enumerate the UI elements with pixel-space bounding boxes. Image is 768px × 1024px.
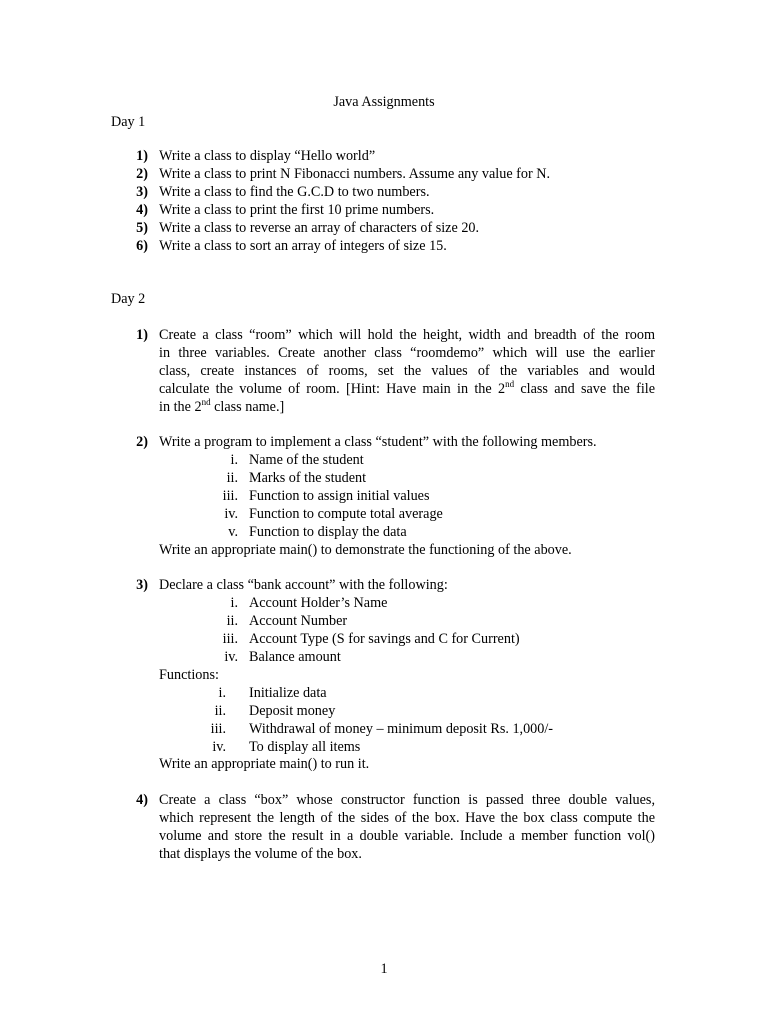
- question-3-intro: Declare a class “bank account” with the following:: [159, 577, 448, 593]
- functions-label: Functions:: [159, 667, 219, 683]
- question-4-text: [159, 791, 655, 863]
- roman-numeral: iv.: [224, 649, 238, 665]
- paragraph-line: class, create instances of rooms, set the values of the variables and would: [159, 363, 655, 379]
- function-item: Withdrawal of money – minimum deposit Rs. 1,000/-: [249, 721, 554, 737]
- question-number: 3): [136, 577, 148, 593]
- member-item: Marks of the student: [249, 470, 367, 486]
- question-number: 1): [136, 327, 148, 343]
- list-item: Write a class to reverse an array of characters of size 20.: [159, 220, 480, 236]
- member-item: Function to compute total average: [249, 506, 443, 522]
- list-item-number: 1): [136, 148, 148, 164]
- roman-numeral: ii.: [226, 470, 238, 486]
- question-3-outro: Write an appropriate main() to run it.: [159, 756, 370, 772]
- member-item: Function to assign initial values: [249, 488, 430, 504]
- member-item: Account Type (S for savings and C for Current): [249, 631, 520, 647]
- list-item: Write a class to print the first 10 prime numbers.: [159, 202, 435, 218]
- list-item-number: 6): [136, 238, 148, 254]
- question-number: 2): [136, 434, 148, 450]
- paragraph-line: Create a class “box” whose constructor function is passed three double values,: [159, 792, 655, 808]
- roman-numeral: iv.: [212, 739, 226, 755]
- list-item-number: 4): [136, 202, 148, 218]
- roman-numeral: iii.: [210, 721, 226, 737]
- member-item: Balance amount: [249, 649, 341, 665]
- function-item: Initialize data: [249, 685, 327, 701]
- paragraph-line: volume and store the result in a double variable. Include a member function vol(): [159, 828, 655, 844]
- paragraph-line: Create a class “room” which will hold the height, width and breadth of the room: [159, 327, 655, 343]
- question-1-text: [159, 326, 655, 416]
- list-item-number: 3): [136, 184, 148, 200]
- roman-numeral: ii.: [226, 613, 238, 629]
- roman-numeral: i.: [218, 685, 226, 701]
- page-number: 1: [380, 961, 388, 977]
- member-item: Function to display the data: [249, 524, 407, 540]
- ordinal-superscript: nd: [505, 379, 515, 389]
- roman-numeral: i.: [230, 595, 238, 611]
- roman-numeral: iv.: [224, 506, 238, 522]
- paragraph-line: that displays the volume of the box.: [159, 846, 362, 862]
- line-segment: in the 2: [159, 399, 202, 415]
- paragraph-line: in three variables. Create another class “roomdemo” which will use the earlier: [159, 345, 655, 361]
- function-item: To display all items: [249, 739, 361, 755]
- list-item: Write a class to sort an array of integers of size 15.: [159, 238, 447, 254]
- member-item: Name of the student: [249, 452, 364, 468]
- line-segment: class name.]: [210, 399, 285, 415]
- ordinal-superscript: nd: [201, 397, 211, 407]
- day2-heading: Day 2: [111, 291, 146, 307]
- line-segment: class and save the file: [514, 381, 655, 397]
- list-item: Write a class to find the G.C.D to two numbers.: [159, 184, 430, 200]
- roman-numeral: i.: [230, 452, 238, 468]
- question-number: 4): [136, 792, 148, 808]
- function-item: Deposit money: [249, 703, 336, 719]
- roman-numeral: iii.: [222, 488, 238, 504]
- list-item: Write a class to display “Hello world”: [159, 148, 376, 164]
- list-item: Write a class to print N Fibonacci numbers. Assume any value for N.: [159, 166, 551, 182]
- paragraph-line: which represent the length of the sides of the box. Have the box class compute the: [159, 810, 655, 826]
- roman-numeral: v.: [228, 524, 238, 540]
- question-2-intro: Write a program to implement a class “student” with the following members.: [159, 434, 597, 450]
- list-item-number: 5): [136, 220, 148, 236]
- member-item: Account Number: [249, 613, 348, 629]
- roman-numeral: ii.: [214, 703, 226, 719]
- paragraph-line: [159, 398, 655, 416]
- day1-heading: Day 1: [111, 114, 146, 130]
- page-title: Java Assignments: [333, 94, 435, 110]
- member-item: Account Holder’s Name: [249, 595, 388, 611]
- paragraph-line: [159, 380, 655, 398]
- list-item-number: 2): [136, 166, 148, 182]
- line-segment: calculate the volume of room. [Hint: Have main in the 2: [159, 381, 506, 397]
- roman-numeral: iii.: [222, 631, 238, 647]
- question-2-outro: Write an appropriate main() to demonstrate the functioning of the above.: [159, 542, 572, 558]
